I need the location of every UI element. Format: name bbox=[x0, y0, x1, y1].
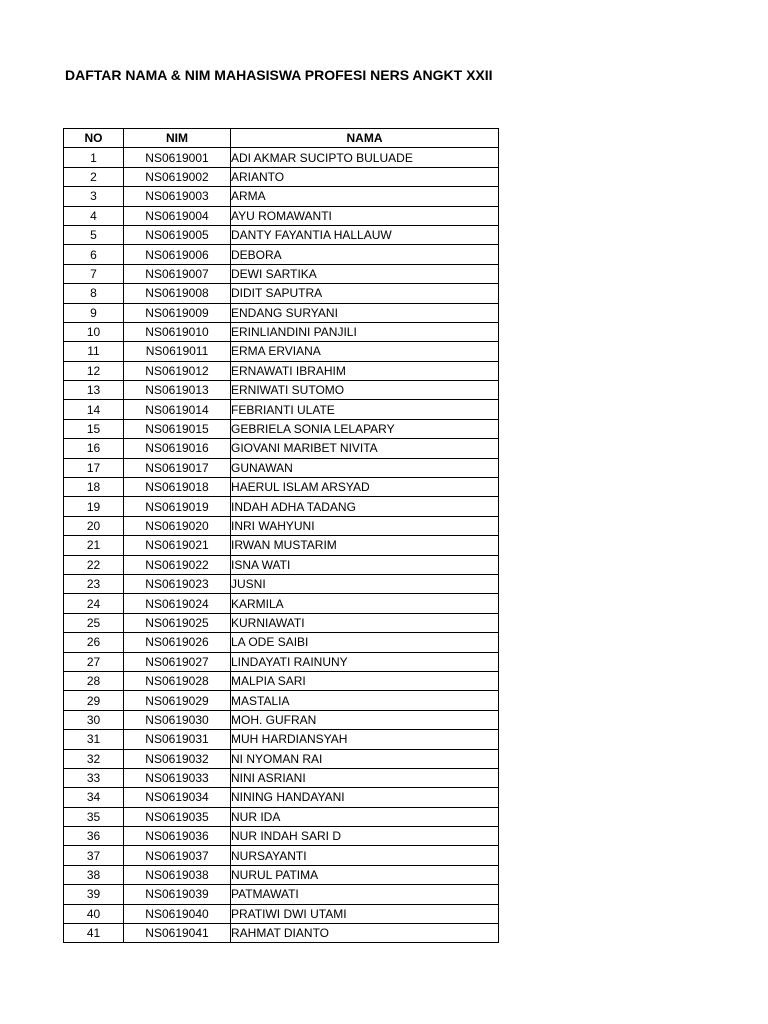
row-number-cell: 2 bbox=[64, 167, 124, 186]
table-row bbox=[64, 846, 499, 865]
nim-cell: NS0619041 bbox=[124, 924, 231, 943]
table-row bbox=[64, 924, 499, 943]
name-cell: NINI ASRIANI bbox=[231, 768, 499, 787]
row-number-cell: 10 bbox=[64, 322, 124, 341]
nim-cell: NS0619036 bbox=[124, 827, 231, 846]
name-cell: NUR INDAH SARI D bbox=[231, 827, 499, 846]
name-cell: NUR IDA bbox=[231, 807, 499, 826]
name-cell: GIOVANI MARIBET NIVITA bbox=[231, 439, 499, 458]
name-cell: FEBRIANTI ULATE bbox=[231, 400, 499, 419]
table-row bbox=[64, 439, 499, 458]
row-number-cell: 7 bbox=[64, 264, 124, 283]
table-row bbox=[64, 671, 499, 690]
nim-cell: NS0619005 bbox=[124, 225, 231, 244]
table-row bbox=[64, 885, 499, 904]
name-cell: LA ODE SAIBI bbox=[231, 633, 499, 652]
nim-cell: NS0619031 bbox=[124, 730, 231, 749]
row-number-cell: 33 bbox=[64, 768, 124, 787]
name-cell: ADI AKMAR SUCIPTO BULUADE bbox=[231, 148, 499, 167]
table-row bbox=[64, 865, 499, 884]
table-row bbox=[64, 652, 499, 671]
nim-cell: NS0619028 bbox=[124, 671, 231, 690]
row-number-cell: 4 bbox=[64, 206, 124, 225]
name-cell: DIDIT SAPUTRA bbox=[231, 284, 499, 303]
row-number-cell: 16 bbox=[64, 439, 124, 458]
nim-cell: NS0619011 bbox=[124, 342, 231, 361]
name-cell: LINDAYATI RAINUNY bbox=[231, 652, 499, 671]
row-number-cell: 23 bbox=[64, 574, 124, 593]
name-cell: DANTY FAYANTIA HALLAUW bbox=[231, 225, 499, 244]
table-row bbox=[64, 497, 499, 516]
table-row bbox=[64, 400, 499, 419]
table-row bbox=[64, 516, 499, 535]
table-header-row bbox=[64, 129, 499, 148]
nim-cell: NS0619003 bbox=[124, 187, 231, 206]
name-cell: NI NYOMAN RAI bbox=[231, 749, 499, 768]
row-number-cell: 5 bbox=[64, 225, 124, 244]
table-row bbox=[64, 574, 499, 593]
table-row bbox=[64, 594, 499, 613]
table-row bbox=[64, 807, 499, 826]
name-cell: NURUL PATIMA bbox=[231, 865, 499, 884]
name-cell: MOH. GUFRAN bbox=[231, 710, 499, 729]
table-body bbox=[64, 148, 499, 943]
nim-cell: NS0619025 bbox=[124, 613, 231, 632]
nim-cell: NS0619012 bbox=[124, 361, 231, 380]
row-number-cell: 18 bbox=[64, 478, 124, 497]
row-number-cell: 35 bbox=[64, 807, 124, 826]
row-number-cell: 21 bbox=[64, 536, 124, 555]
name-cell: GUNAWAN bbox=[231, 458, 499, 477]
row-number-cell: 24 bbox=[64, 594, 124, 613]
table-row bbox=[64, 613, 499, 632]
table-row bbox=[64, 458, 499, 477]
name-cell: ERINLIANDINI PANJILI bbox=[231, 322, 499, 341]
nim-cell: NS0619020 bbox=[124, 516, 231, 535]
name-cell: PATMAWATI bbox=[231, 885, 499, 904]
table-row bbox=[64, 536, 499, 555]
name-cell: MUH HARDIANSYAH bbox=[231, 730, 499, 749]
table-row bbox=[64, 225, 499, 244]
table-row bbox=[64, 768, 499, 787]
table-row bbox=[64, 904, 499, 923]
table-row bbox=[64, 361, 499, 380]
table-row bbox=[64, 167, 499, 186]
row-number-cell: 19 bbox=[64, 497, 124, 516]
row-number-cell: 20 bbox=[64, 516, 124, 535]
table-row bbox=[64, 187, 499, 206]
table-row bbox=[64, 264, 499, 283]
name-cell: HAERUL ISLAM ARSYAD bbox=[231, 478, 499, 497]
nim-cell: NS0619015 bbox=[124, 419, 231, 438]
row-number-cell: 13 bbox=[64, 381, 124, 400]
student-table bbox=[63, 128, 499, 943]
row-number-cell: 28 bbox=[64, 671, 124, 690]
table-row bbox=[64, 284, 499, 303]
table-row bbox=[64, 633, 499, 652]
nim-cell: NS0619001 bbox=[124, 148, 231, 167]
row-number-cell: 27 bbox=[64, 652, 124, 671]
row-number-cell: 12 bbox=[64, 361, 124, 380]
row-number-cell: 38 bbox=[64, 865, 124, 884]
nim-cell: NS0619038 bbox=[124, 865, 231, 884]
table-row bbox=[64, 303, 499, 322]
row-number-cell: 34 bbox=[64, 788, 124, 807]
row-number-cell: 41 bbox=[64, 924, 124, 943]
name-cell: ARIANTO bbox=[231, 167, 499, 186]
nim-cell: NS0619013 bbox=[124, 381, 231, 400]
nim-cell: NS0619007 bbox=[124, 264, 231, 283]
name-cell: ARMA bbox=[231, 187, 499, 206]
table-row bbox=[64, 381, 499, 400]
name-cell: RAHMAT DIANTO bbox=[231, 924, 499, 943]
name-cell: KARMILA bbox=[231, 594, 499, 613]
table-row bbox=[64, 827, 499, 846]
nim-cell: NS0619016 bbox=[124, 439, 231, 458]
nim-cell: NS0619027 bbox=[124, 652, 231, 671]
row-number-cell: 17 bbox=[64, 458, 124, 477]
header-nama: NAMA bbox=[231, 129, 499, 148]
row-number-cell: 37 bbox=[64, 846, 124, 865]
name-cell: MASTALIA bbox=[231, 691, 499, 710]
name-cell: ERNAWATI IBRAHIM bbox=[231, 361, 499, 380]
row-number-cell: 31 bbox=[64, 730, 124, 749]
name-cell: INDAH ADHA TADANG bbox=[231, 497, 499, 516]
row-number-cell: 3 bbox=[64, 187, 124, 206]
nim-cell: NS0619033 bbox=[124, 768, 231, 787]
name-cell: NINING HANDAYANI bbox=[231, 788, 499, 807]
row-number-cell: 14 bbox=[64, 400, 124, 419]
row-number-cell: 22 bbox=[64, 555, 124, 574]
table-row bbox=[64, 555, 499, 574]
row-number-cell: 1 bbox=[64, 148, 124, 167]
name-cell: AYU ROMAWANTI bbox=[231, 206, 499, 225]
name-cell: KURNIAWATI bbox=[231, 613, 499, 632]
name-cell: NURSAYANTI bbox=[231, 846, 499, 865]
nim-cell: NS0619030 bbox=[124, 710, 231, 729]
nim-cell: NS0619035 bbox=[124, 807, 231, 826]
row-number-cell: 11 bbox=[64, 342, 124, 361]
row-number-cell: 30 bbox=[64, 710, 124, 729]
nim-cell: NS0619010 bbox=[124, 322, 231, 341]
nim-cell: NS0619023 bbox=[124, 574, 231, 593]
name-cell: ERMA ERVIANA bbox=[231, 342, 499, 361]
row-number-cell: 39 bbox=[64, 885, 124, 904]
table-row bbox=[64, 710, 499, 729]
nim-cell: NS0619004 bbox=[124, 206, 231, 225]
name-cell: INRI WAHYUNI bbox=[231, 516, 499, 535]
nim-cell: NS0619032 bbox=[124, 749, 231, 768]
nim-cell: NS0619009 bbox=[124, 303, 231, 322]
name-cell: IRWAN MUSTARIM bbox=[231, 536, 499, 555]
nim-cell: NS0619040 bbox=[124, 904, 231, 923]
row-number-cell: 29 bbox=[64, 691, 124, 710]
nim-cell: NS0619022 bbox=[124, 555, 231, 574]
nim-cell: NS0619024 bbox=[124, 594, 231, 613]
row-number-cell: 25 bbox=[64, 613, 124, 632]
table-row bbox=[64, 206, 499, 225]
nim-cell: NS0619034 bbox=[124, 788, 231, 807]
header-no: NO bbox=[64, 129, 124, 148]
nim-cell: NS0619026 bbox=[124, 633, 231, 652]
nim-cell: NS0619008 bbox=[124, 284, 231, 303]
nim-cell: NS0619037 bbox=[124, 846, 231, 865]
table-row bbox=[64, 691, 499, 710]
row-number-cell: 8 bbox=[64, 284, 124, 303]
nim-cell: NS0619006 bbox=[124, 245, 231, 264]
row-number-cell: 15 bbox=[64, 419, 124, 438]
row-number-cell: 6 bbox=[64, 245, 124, 264]
nim-cell: NS0619039 bbox=[124, 885, 231, 904]
nim-cell: NS0619014 bbox=[124, 400, 231, 419]
row-number-cell: 32 bbox=[64, 749, 124, 768]
table-row bbox=[64, 322, 499, 341]
name-cell: DEBORA bbox=[231, 245, 499, 264]
name-cell: JUSNI bbox=[231, 574, 499, 593]
name-cell: ERNIWATI SUTOMO bbox=[231, 381, 499, 400]
row-number-cell: 26 bbox=[64, 633, 124, 652]
name-cell: GEBRIELA SONIA LELAPARY bbox=[231, 419, 499, 438]
name-cell: DEWI SARTIKA bbox=[231, 264, 499, 283]
document-title: DAFTAR NAMA & NIM MAHASISWA PROFESI NERS ANGKT XXII bbox=[65, 67, 493, 83]
nim-cell: NS0619002 bbox=[124, 167, 231, 186]
table-row bbox=[64, 478, 499, 497]
row-number-cell: 40 bbox=[64, 904, 124, 923]
name-cell: ISNA WATI bbox=[231, 555, 499, 574]
table-row bbox=[64, 749, 499, 768]
table-row bbox=[64, 730, 499, 749]
header-nim: NIM bbox=[124, 129, 231, 148]
table-row bbox=[64, 342, 499, 361]
nim-cell: NS0619029 bbox=[124, 691, 231, 710]
nim-cell: NS0619019 bbox=[124, 497, 231, 516]
row-number-cell: 9 bbox=[64, 303, 124, 322]
name-cell: PRATIWI DWI UTAMI bbox=[231, 904, 499, 923]
nim-cell: NS0619017 bbox=[124, 458, 231, 477]
table-row bbox=[64, 245, 499, 264]
table-row bbox=[64, 419, 499, 438]
row-number-cell: 36 bbox=[64, 827, 124, 846]
name-cell: ENDANG SURYANI bbox=[231, 303, 499, 322]
nim-cell: NS0619021 bbox=[124, 536, 231, 555]
name-cell: MALPIA SARI bbox=[231, 671, 499, 690]
nim-cell: NS0619018 bbox=[124, 478, 231, 497]
table-row bbox=[64, 788, 499, 807]
table-row bbox=[64, 148, 499, 167]
